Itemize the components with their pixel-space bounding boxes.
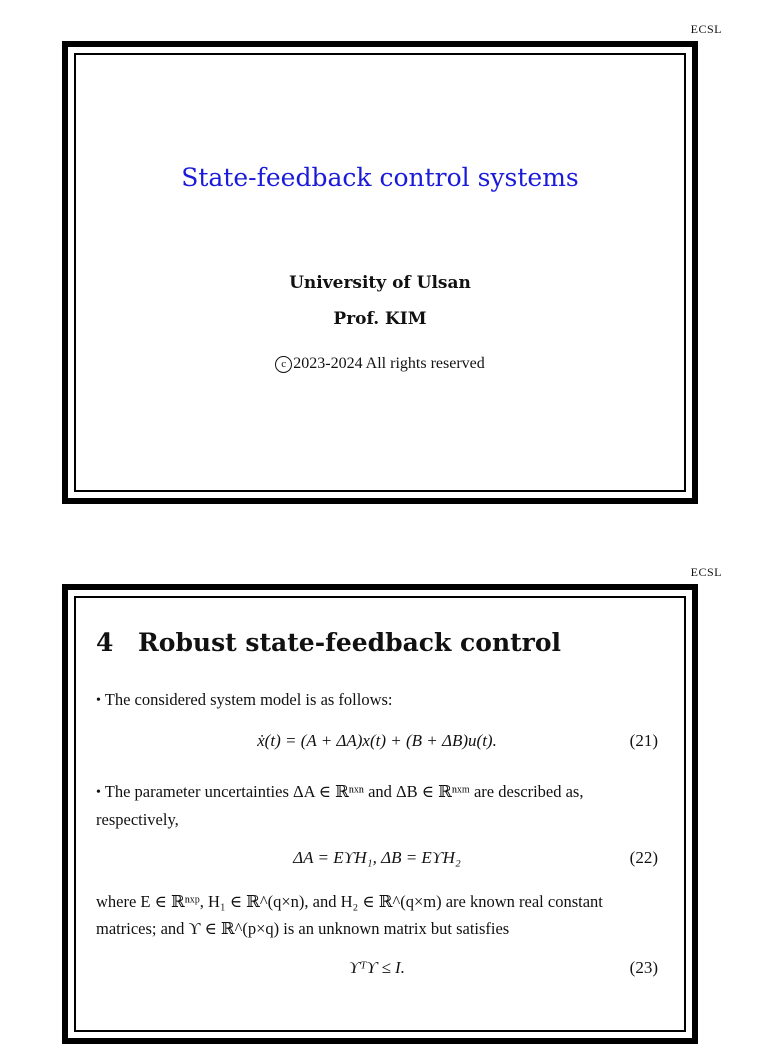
title-slide xyxy=(62,41,698,504)
copyright-text: 2023-2024 All rights reserved xyxy=(293,355,485,372)
section-number: 4 xyxy=(96,628,114,657)
section-heading xyxy=(96,628,561,657)
paragraph-text: The considered system model is as follows: xyxy=(104,690,393,709)
slide-title: State-feedback control systems xyxy=(181,163,579,192)
content-slide-inner-frame xyxy=(74,596,686,1032)
header-tag: ECSL xyxy=(690,565,722,579)
university-name: University of Ulsan xyxy=(289,273,471,293)
content-slide xyxy=(62,584,698,1044)
paragraph-text: where E ∈ ℝⁿˣᵖ, H₁ ∈ ℝ^(q×n), and H₂ ∈ ℝ^(q×m) are known real constant matrices; and ϒ ∈ ℝ^(p×q) is an unknown matrix but satisfies xyxy=(96,892,603,938)
header-tag: ECSL xyxy=(690,22,722,36)
equation-expression: ẋ(t) = (A + ΔA)x(t) + (B + ΔB)u(t). xyxy=(257,731,497,750)
equation-expression: ΔA = EϒH₁, ΔB = EϒH₂ xyxy=(293,848,461,867)
equation-number: (23) xyxy=(629,958,658,977)
paragraph-uncertainties xyxy=(96,778,658,833)
paragraph-text: The parameter uncertainties ΔA ∈ ℝⁿˣⁿ and ΔB ∈ ℝⁿˣᵐ are described as, respectively, xyxy=(96,782,584,829)
paragraph-matrices xyxy=(96,888,658,942)
paragraph-system-model xyxy=(96,686,658,714)
equation-number: (22) xyxy=(629,848,658,867)
equation-expression: ϒᵀϒ ≤ I. xyxy=(349,958,405,977)
professor-name: Prof. KIM xyxy=(333,309,427,329)
copyright-icon: c xyxy=(275,356,292,373)
section-title: Robust state-feedback control xyxy=(138,628,562,657)
bullet-icon: • xyxy=(96,693,101,708)
title-slide-inner-frame xyxy=(74,53,686,492)
copyright-line xyxy=(76,355,684,373)
equation-number: (21) xyxy=(629,731,658,750)
bullet-icon: • xyxy=(96,785,101,800)
